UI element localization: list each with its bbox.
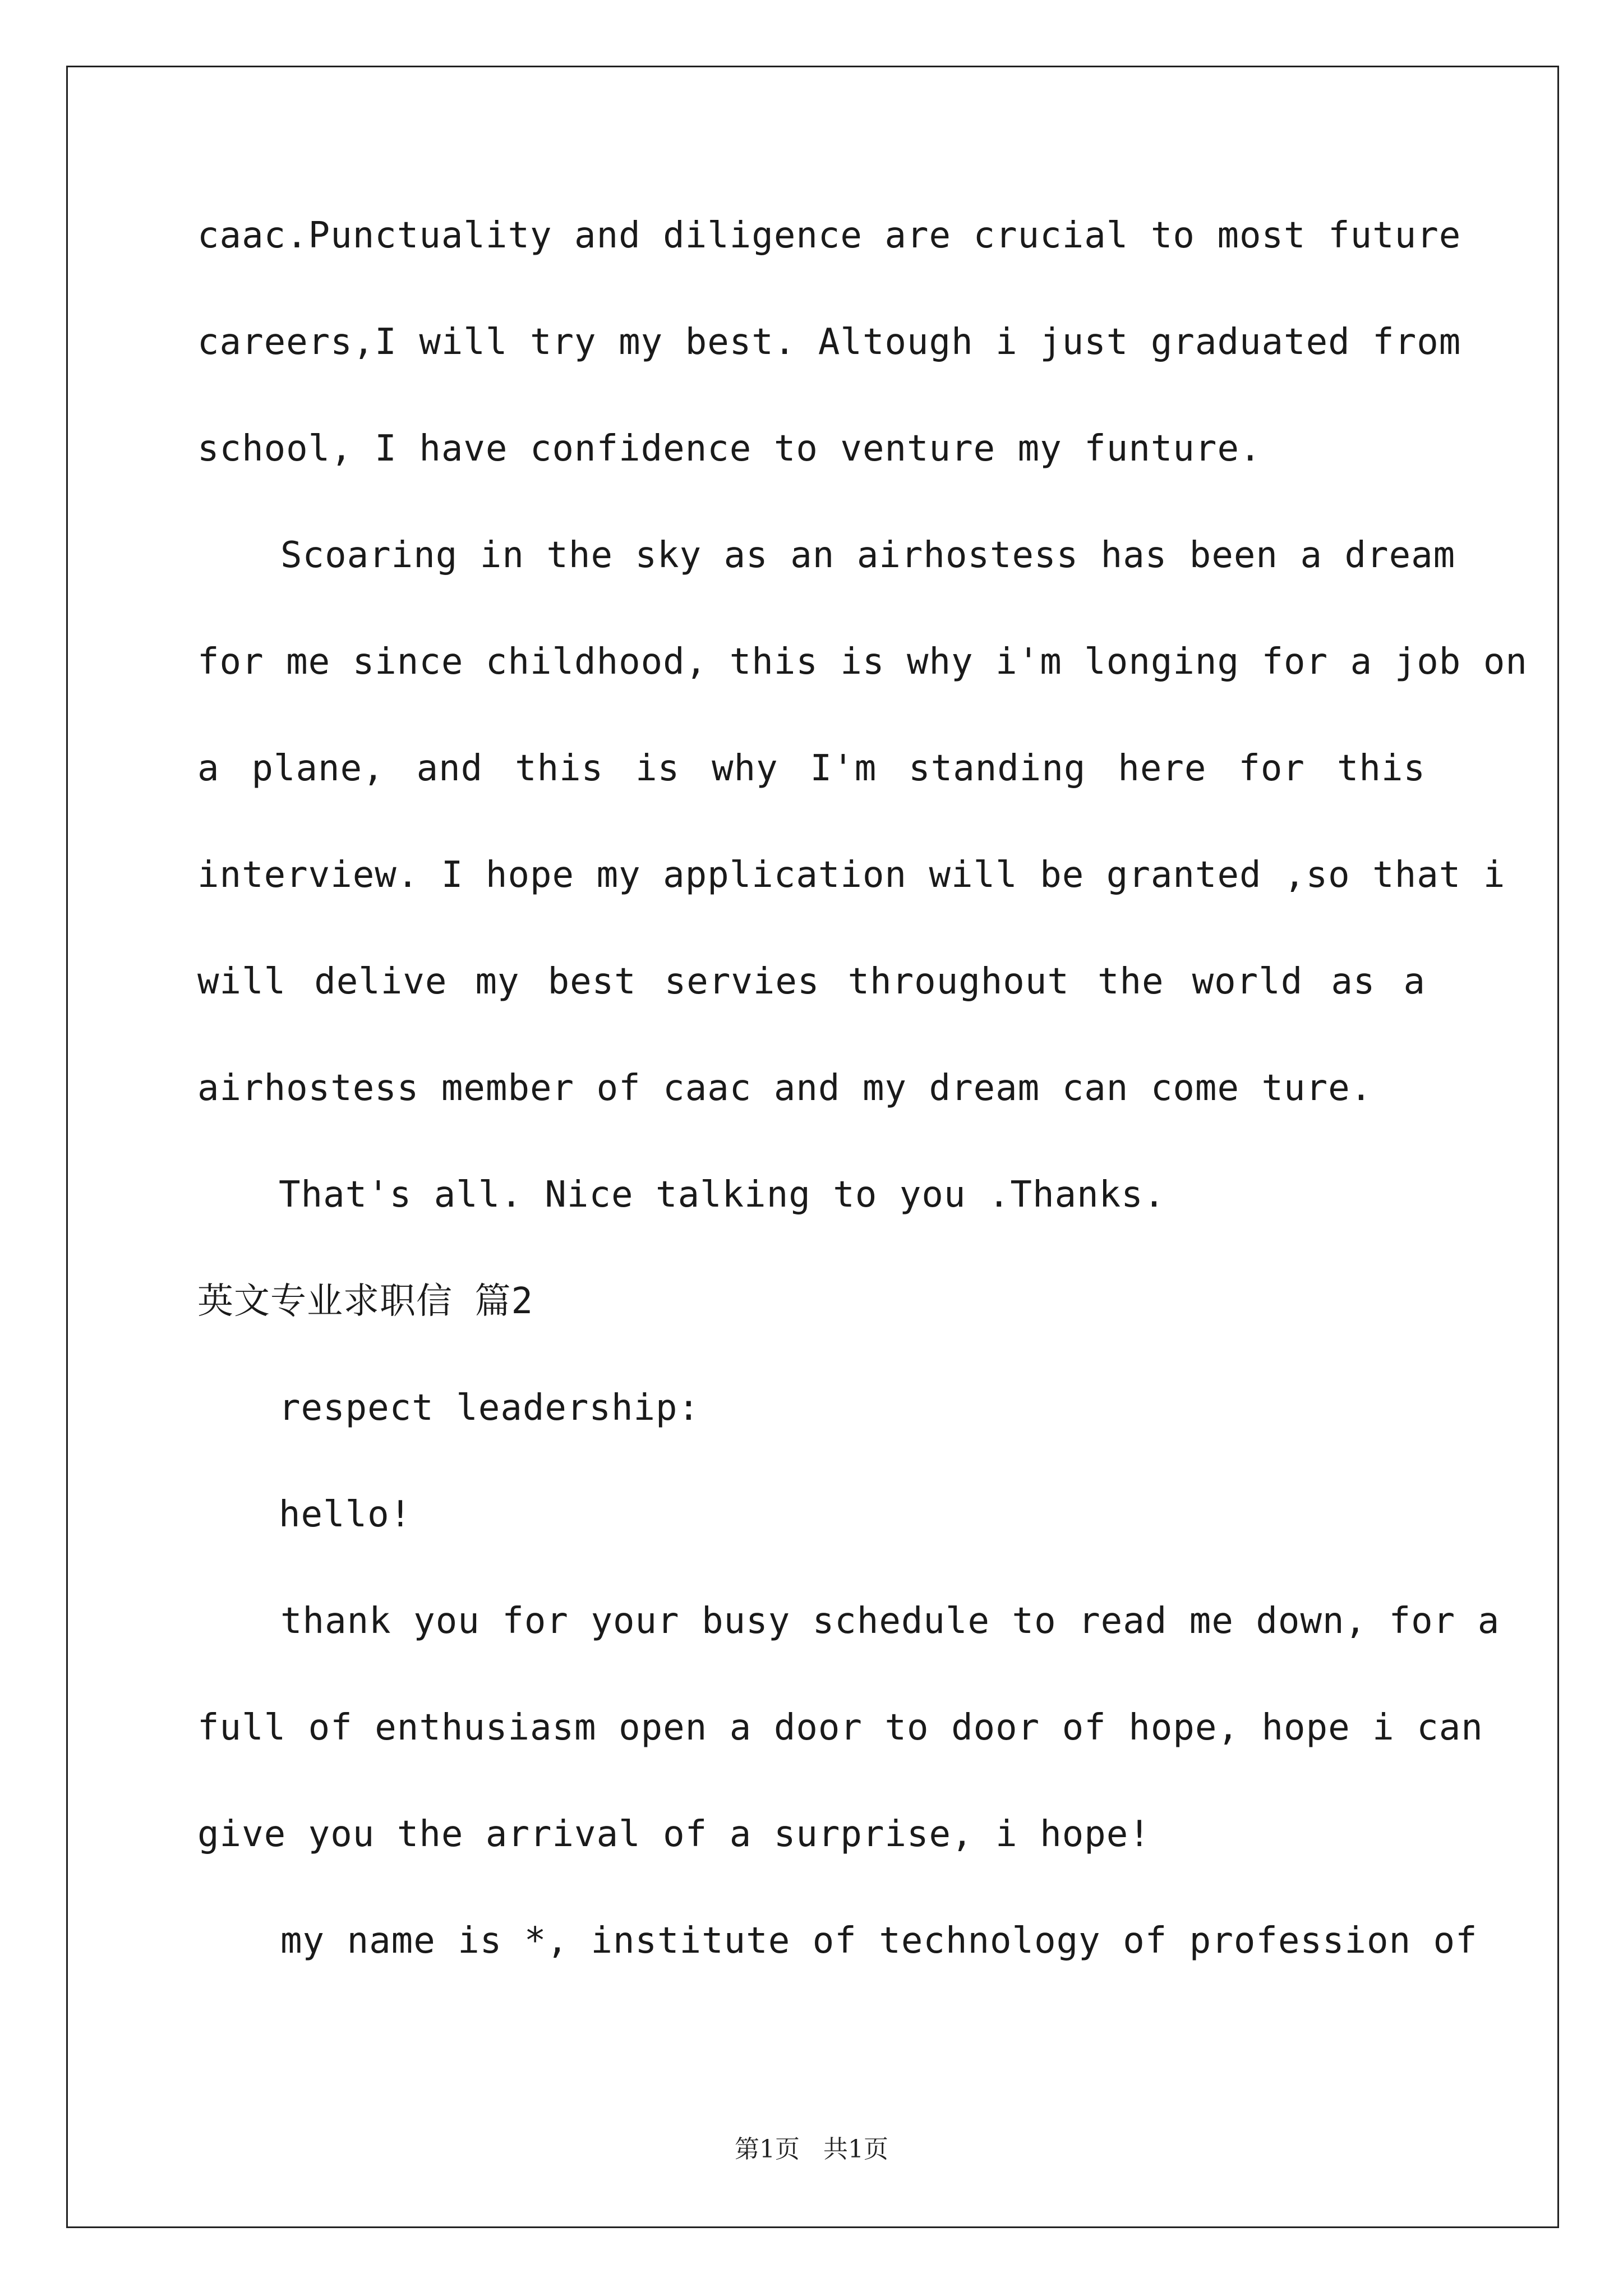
text-line: school, I have confidence to venture my funture. <box>197 428 1262 470</box>
text-line: will delive my best servies throughout the world as a <box>197 961 1426 1002</box>
page-border <box>66 66 1559 2228</box>
salutation: respect leadership: <box>279 1387 700 1429</box>
section-heading: 英文专业求职信 篇2 <box>197 1281 534 1322</box>
text-line: full of enthusiasm open a door to door of hope, hope i can <box>197 1707 1483 1749</box>
text-line: for me since childhood, this is why i'm longing for a job on <box>197 641 1528 683</box>
text-line: airhostess member of caac and my dream can come ture. <box>197 1068 1373 1109</box>
text-line: caac.Punctuality and diligence are crucial to most future <box>197 215 1461 256</box>
page-footer: 第1页 共1页 <box>735 2135 888 2164</box>
paragraph-start-line: thank you for your busy schedule to read me down, for a <box>280 1600 1500 1642</box>
text-line: give you the arrival of a surprise, i hope! <box>197 1814 1151 1855</box>
paragraph-start-line: my name is *, institute of technology of profession of <box>280 1920 1478 1962</box>
text-line: interview. I hope my application will be granted ,so that i <box>197 854 1506 896</box>
text-line: a plane, and this is why I'm standing here for this <box>197 748 1426 789</box>
paragraph-start-line: That's all. Nice talking to you .Thanks. <box>279 1174 1166 1216</box>
text-line: careers,I will try my best. Altough i just graduated from <box>197 321 1461 363</box>
paragraph-start-line: Scoaring in the sky as an airhostess has been a dream <box>280 535 1456 576</box>
greeting: hello! <box>279 1494 412 1535</box>
